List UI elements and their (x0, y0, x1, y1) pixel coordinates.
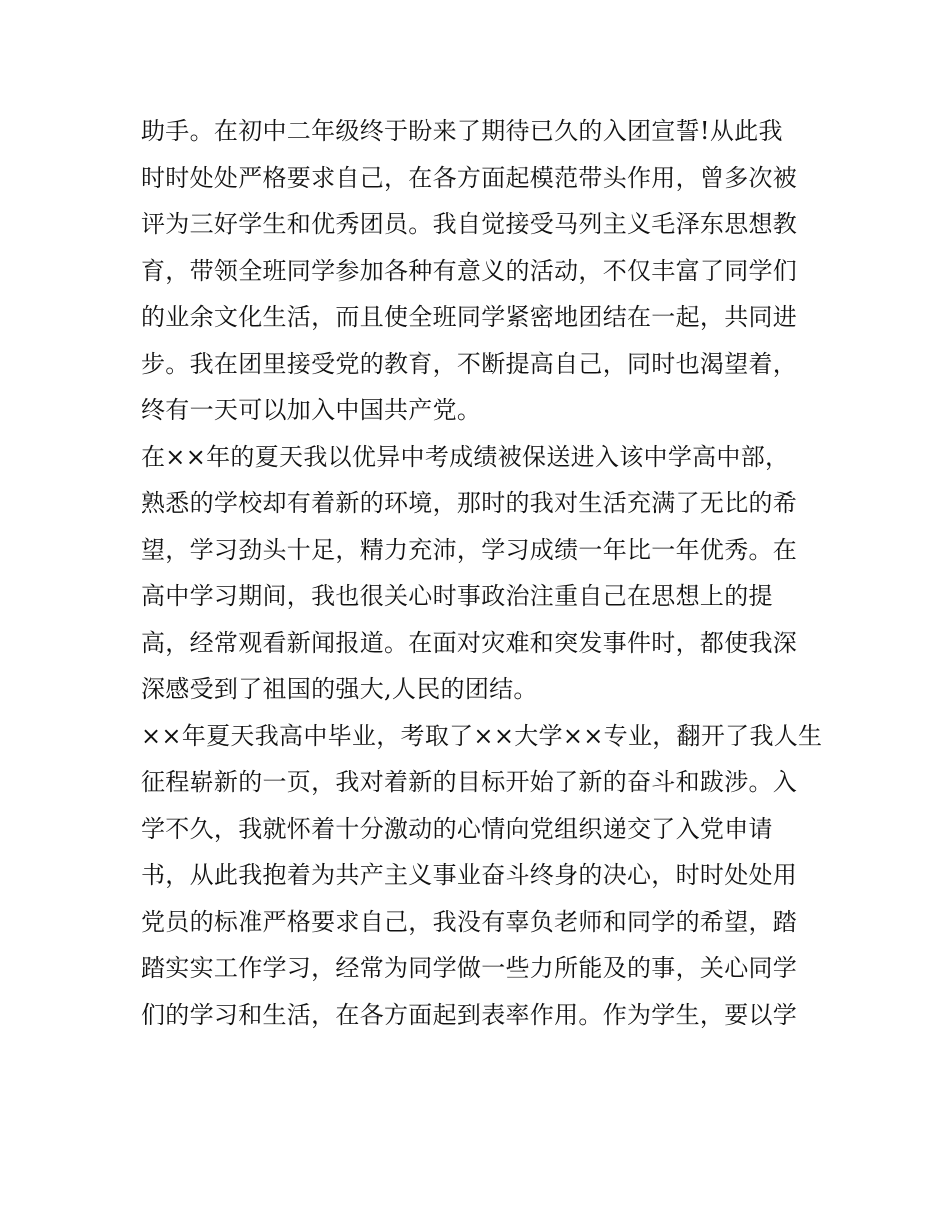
body-text (141, 108, 821, 1038)
text-line: 党员的标准严格要求自己，我没有辜负老师和同学的希望，踏 (141, 907, 798, 936)
text-line: 深感受到了祖国的强大,人民的团结。 (141, 675, 538, 703)
text-line: 助手。在初中二年级终于盼来了期待已久的入团宣誓!从此我 (141, 117, 783, 145)
text-line: 时时处处严格要求自己，在各方面起模范带头作用，曾多次被 (141, 163, 798, 192)
text-line: 们的学习和生活，在各方面起到表率作用。作为学生，要以学 (141, 1000, 798, 1029)
text-line: 高，经常观看新闻报道。在面对灾难和突发事件时，都使我深 (141, 628, 798, 657)
text-line: 育，带领全班同学参加各种有意义的活动，不仅丰富了同学们 (141, 256, 798, 285)
text-line: 熟悉的学校却有着新的环境，那时的我对生活充满了无比的希 (141, 489, 798, 517)
text-line: 评为三好学生和优秀团员。我自觉接受马列主义毛泽东思想教 (141, 210, 798, 238)
text-line: 书，从此我抱着为共产主义事业奋斗终身的决心，时时处处用 (141, 861, 798, 889)
text-line: 终有一天可以加入中国共产党。 (141, 396, 482, 424)
text-line: 望，学习劲头十足，精力充沛，学习成绩一年比一年优秀。在 (141, 535, 798, 564)
text-line: 征程崭新的一页，我对着新的目标开始了新的奋斗和跋涉。入 (141, 768, 798, 796)
text-line: 在××年的夏天我以优异中考成绩被保送进入该中学高中部， (141, 442, 790, 471)
text-line: 高中学习期间，我也很关心时事政治注重自己在思想上的提 (141, 582, 773, 610)
text-line: ××年夏天我高中毕业，考取了××大学××专业，翻开了我人生 (141, 721, 823, 750)
text-line: 的业余文化生活，而且使全班同学紧密地团结在一起，共同进 (141, 303, 798, 331)
text-line: 步。我在团里接受党的教育，不断提高自己，同时也渴望着， (141, 349, 798, 378)
text-line: 学不久，我就怀着十分激动的心情向党组织递交了入党申请 (141, 814, 773, 843)
text-line: 踏实实工作学习，经常为同学做一些力所能及的事，关心同学 (141, 954, 798, 982)
